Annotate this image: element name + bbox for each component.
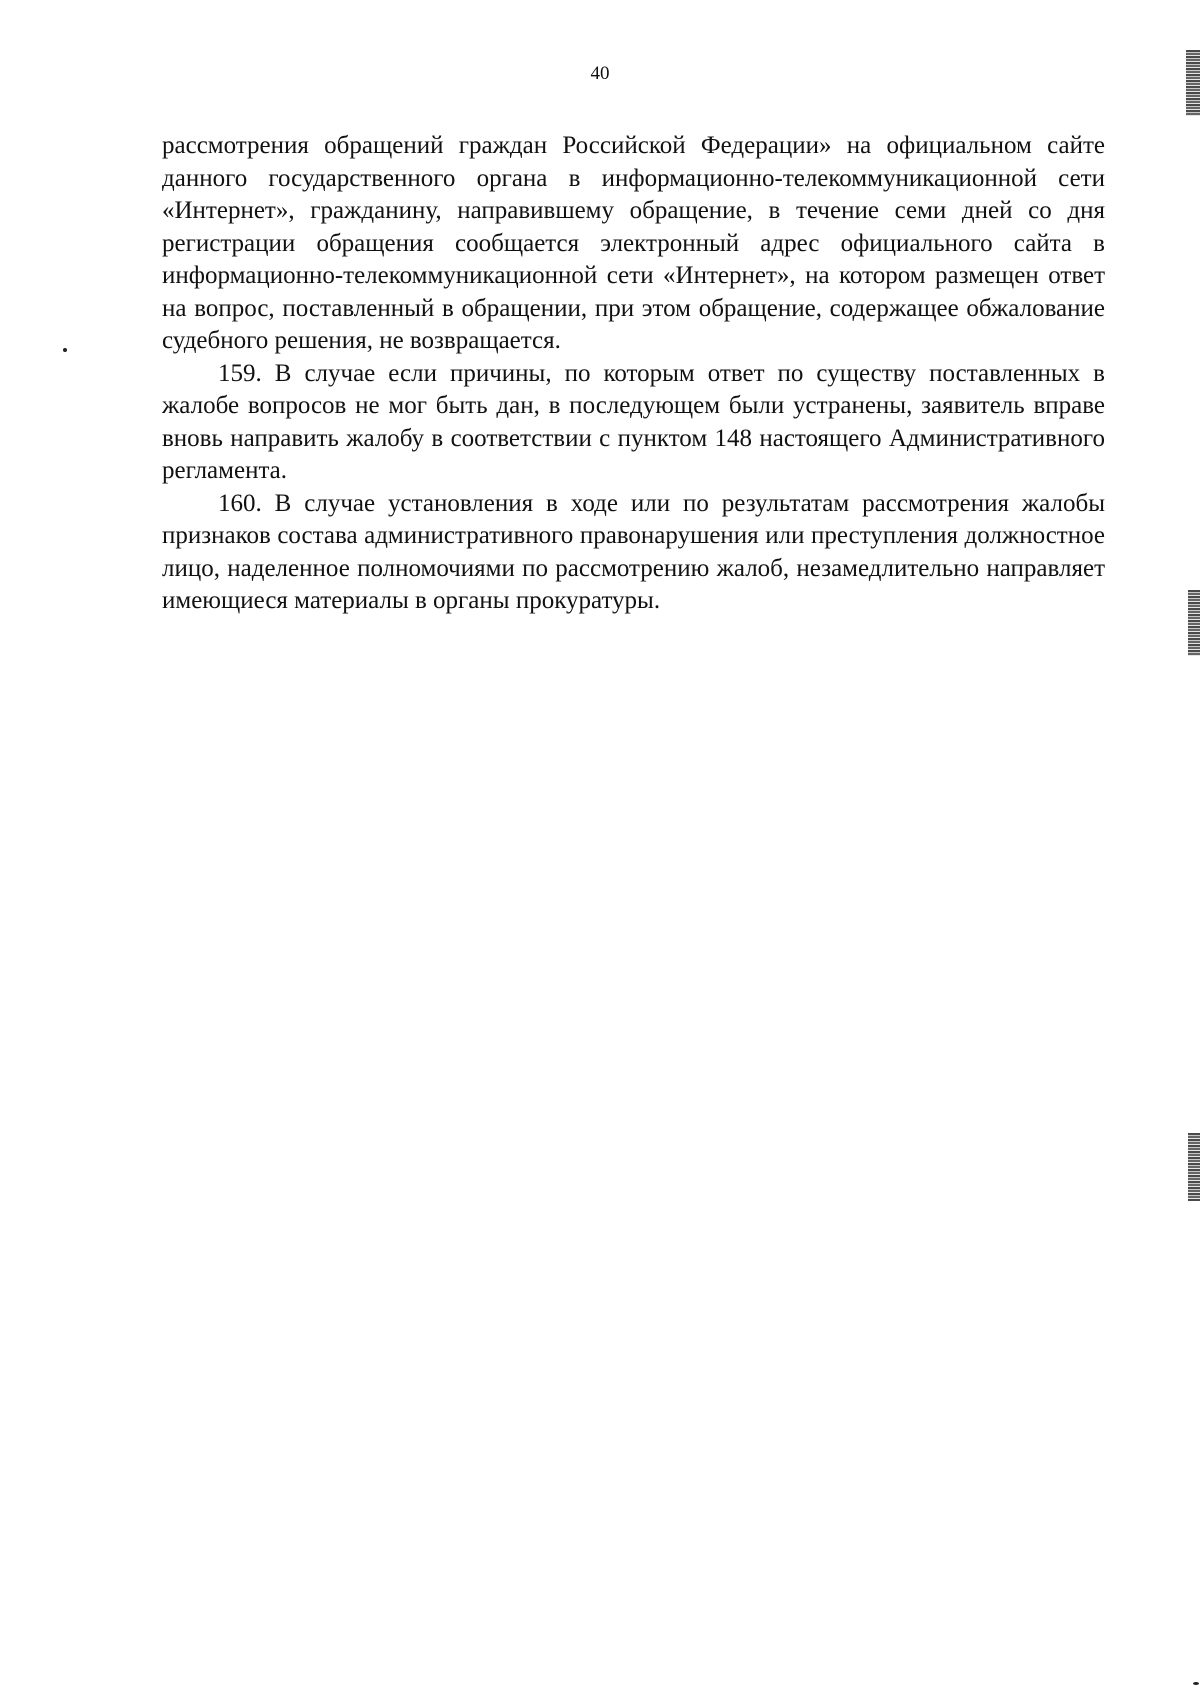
page-number: 40	[590, 63, 610, 84]
scan-dot-bottom	[1193, 1682, 1199, 1685]
scan-dot-left	[63, 348, 67, 352]
paragraph-continuation: рассмотрения обращений граждан Российской Федерации» на официальном сайте данного государственного органа в информационно-телекоммуникационной сети «Интернет», гражданину, направившему обращение, в течение семи дней со дня регистрации обращения сообщается электронный адрес официального сайта в информационно-телекоммуникационной сети «Интернет», на котором размещен ответ на вопрос, поставленный в обращении, при этом обращение, содержащее обжалование судебного решения, не возвращается.	[162, 132, 1105, 354]
scan-artifact-top	[1186, 50, 1200, 116]
paragraph-item-160: 160. В случае установления в ходе или по результатам рассмотрения жалобы признаков состава административного правонарушения или преступления должностное лицо, наделенное полномочиями по рассмотрению жалоб, незамедлительно направляет имеющиеся материалы в органы прокуратуры.	[162, 489, 1105, 614]
scan-artifact-lower	[1188, 1133, 1200, 1201]
document-body	[162, 130, 1105, 618]
paragraph-item-159: 159. В случае если причины, по которым ответ по существу поставленных в жалобе вопросов не мог быть дан, в последующем были устранены, заявитель вправе вновь направить жалобу в соответствии с пунктом 148 настоящего Административного регламента.	[162, 359, 1105, 484]
scan-artifact-middle	[1188, 590, 1200, 656]
